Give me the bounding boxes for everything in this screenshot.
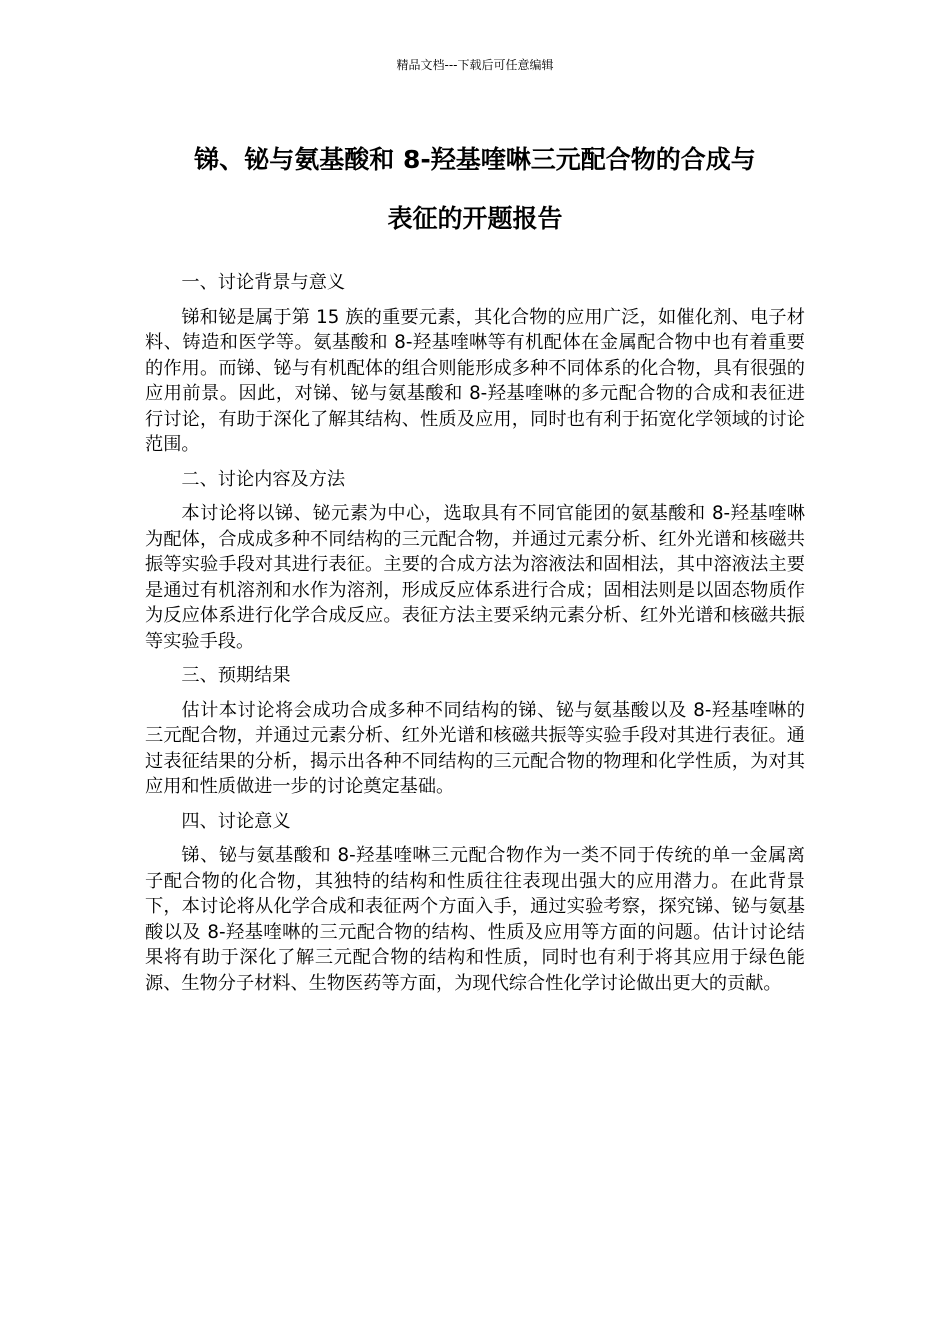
section-heading: 四、讨论意义 [181,810,291,832]
document-title [145,130,805,248]
section-expected-results [145,663,805,800]
section-heading: 二、讨论内容及方法 [181,468,346,490]
title-line-2: 表征的开题报告 [387,204,563,233]
section-paragraph: 锑、铋与氨基酸和 8-羟基喹啉三元配合物作为一类不同于传统的单一金属离子配合物的化合物，其独特的结构和性质往往表现出强大的应用潜力。在此背景下，本讨论将从化学合成和表征两个方面入手，通过实验考察，探究锑、铋与氨基酸以及 8-羟基喹啉的三元配合物的结构、性质及应用等方面的问题。估计讨论结果将有助于深化了解三元配合物的结构和性质，同时也有利于将其应用于绿色能源、生物分子材料、生物医药等方面，为现代综合性化学讨论做出更大的贡献。 [145,845,805,994]
title-line-1: 锑、铋与氨基酸和 8-羟基喹啉三元配合物的合成与 [194,145,756,174]
document-body [145,270,805,1005]
section-content-method [145,467,805,655]
section-significance [145,809,805,997]
section-heading: 三、预期结果 [181,665,291,686]
section-heading: 一、讨论背景与意义 [181,272,346,293]
section-paragraph: 锑和铋是属于第 15 族的重要元素，其化合物的应用广泛，如催化剂、电子材料、铸造和医学等。氨基酸和 8-羟基喹啉等有机配体在金属配合物中也有着重要的作用。而锑、铋与有机配体的组合则能形成多种不同体系的化合物，具有很强的应用前景。因此，对锑、铋与氨基酸和 8-羟基喹啉的多元配合物的合成和表征进行讨论，有助于深化了解其结构、性质及应用，同时也有利于拓宽化学领域的讨论范围。 [145,306,805,455]
section-paragraph: 估计本讨论将会成功合成多种不同结构的锑、铋与氨基酸以及 8-羟基喹啉的三元配合物，并通过元素分析、红外光谱和核磁共振等实验手段对其进行表征。通过表征结果的分析，揭示出各种不同结构的三元配合物的物理和化学性质，为对其应用和性质做进一步的讨论奠定基础。 [145,699,805,797]
header-note: 精品文档---下载后可任意编辑 [396,58,554,72]
section-paragraph: 本讨论将以锑、铋元素为中心，选取具有不同官能团的氨基酸和 8-羟基喹啉为配体，合成成多种不同结构的三元配合物，并通过元素分析、红外光谱和核磁共振等实验手段对其进行表征。主要的合成方法为溶液法和固相法，其中溶液法主要是通过有机溶剂和水作为溶剂，形成反应体系进行合成；固相法则是以固态物质作为反应体系进行化学合成反应。表征方法主要采纳元素分析、红外光谱和核磁共振等实验手段。 [145,503,805,652]
section-background [145,270,805,458]
